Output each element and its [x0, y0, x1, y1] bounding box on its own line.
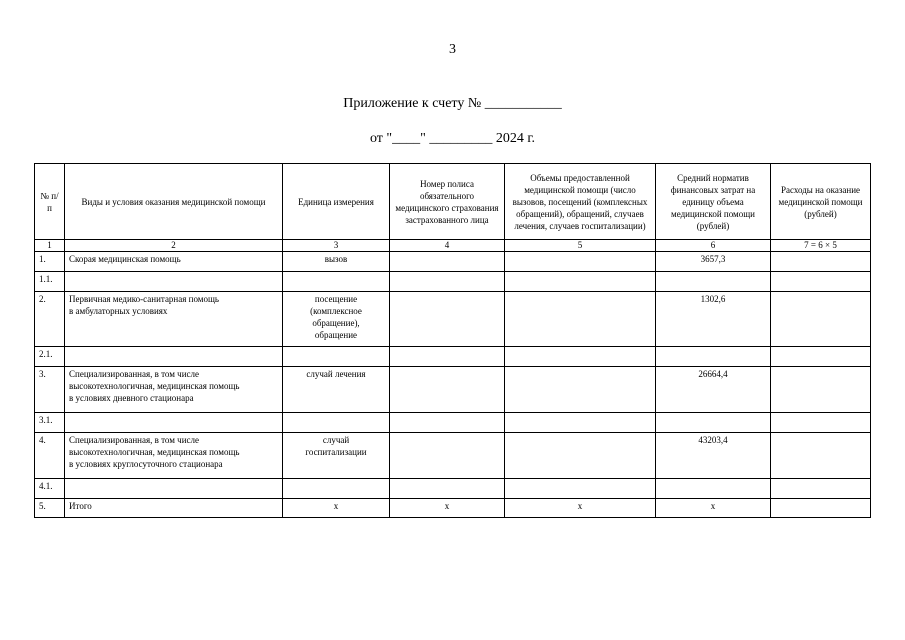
cell-volume — [505, 433, 656, 479]
cell-volume — [505, 479, 656, 499]
cell-policy — [390, 367, 505, 413]
cell-kind: Специализированная, в том числе высокотехнологичная, медицинская помощь в условиях дневного стационара — [65, 367, 283, 413]
table-row — [35, 413, 871, 433]
cell-cost — [771, 367, 871, 413]
table-body — [35, 252, 871, 518]
table-row — [35, 272, 871, 292]
cell-policy — [390, 413, 505, 433]
cell-policy — [390, 479, 505, 499]
cell-policy — [390, 252, 505, 272]
cell-norm: 1302,6 — [656, 292, 771, 347]
cell-volume: х — [505, 499, 656, 518]
table-header-row — [35, 164, 871, 240]
cell-volume — [505, 272, 656, 292]
cell-number: 1.1. — [35, 272, 65, 292]
column-number: 4 — [390, 240, 505, 252]
cell-unit: случай лечения — [283, 367, 390, 413]
cell-norm — [656, 272, 771, 292]
cell-cost — [771, 479, 871, 499]
column-number: 5 — [505, 240, 656, 252]
cell-number: 4. — [35, 433, 65, 479]
page-number: 3 — [449, 42, 456, 57]
cell-cost — [771, 413, 871, 433]
cell-norm: 3657,3 — [656, 252, 771, 272]
cell-policy: х — [390, 499, 505, 518]
cell-policy — [390, 347, 505, 367]
cell-cost — [771, 433, 871, 479]
cell-kind — [65, 413, 283, 433]
cell-unit: случай госпитализации — [283, 433, 390, 479]
cell-kind: Скорая медицинская помощь — [65, 252, 283, 272]
cell-volume — [505, 367, 656, 413]
cell-unit — [283, 413, 390, 433]
header-cell-kind: Виды и условия оказания медицинской помощи — [65, 164, 283, 240]
header-cell-unit: Единица измерения — [283, 164, 390, 240]
cell-cost — [771, 292, 871, 347]
header-cell-cost: Расходы на оказание медицинской помощи (рублей) — [771, 164, 871, 240]
cell-kind: Специализированная, в том числе высокотехнологичная, медицинская помощь в условиях круглосуточного стационара — [65, 433, 283, 479]
cell-kind: Первичная медико-санитарная помощь в амбулаторных условиях — [65, 292, 283, 347]
table-row — [35, 347, 871, 367]
cell-number: 2.1. — [35, 347, 65, 367]
table-row — [35, 252, 871, 272]
cell-number: 2. — [35, 292, 65, 347]
cell-number: 4.1. — [35, 479, 65, 499]
cell-norm: 26664,4 — [656, 367, 771, 413]
column-number: 7 = 6 × 5 — [771, 240, 871, 252]
cell-kind — [65, 272, 283, 292]
cell-number: 1. — [35, 252, 65, 272]
column-number: 3 — [283, 240, 390, 252]
cell-policy — [390, 272, 505, 292]
header-cell-number: № п/п — [35, 164, 65, 240]
cell-unit: посещение (комплексное обращение), обращение — [283, 292, 390, 347]
column-number: 6 — [656, 240, 771, 252]
cell-kind — [65, 347, 283, 367]
cell-number: 3. — [35, 367, 65, 413]
cell-volume — [505, 413, 656, 433]
cell-norm — [656, 479, 771, 499]
table-row — [35, 367, 871, 413]
cell-policy — [390, 292, 505, 347]
cell-unit: вызов — [283, 252, 390, 272]
document-date-line: от "____" _________ 2024 г. — [369, 131, 536, 146]
column-number: 1 — [35, 240, 65, 252]
document-title: Приложение к счету № ___________ — [343, 96, 562, 111]
cell-kind — [65, 479, 283, 499]
cell-number: 3.1. — [35, 413, 65, 433]
table-row — [35, 499, 871, 518]
cell-volume — [505, 292, 656, 347]
cell-unit — [283, 479, 390, 499]
cell-volume — [505, 347, 656, 367]
header-cell-norm: Средний норматив финансовых затрат на единицу объема медицинской помощи (рублей) — [656, 164, 771, 240]
table-row — [35, 479, 871, 499]
cell-cost — [771, 347, 871, 367]
cell-norm: 43203,4 — [656, 433, 771, 479]
cell-norm — [656, 347, 771, 367]
cell-cost — [771, 252, 871, 272]
header-cell-volume: Объемы предоставленной медицинской помощи (число вызовов, посещений (комплексных обращений), обращений, случаев лечения, случаев госпитализации) — [505, 164, 656, 240]
cell-unit — [283, 347, 390, 367]
column-number-row — [35, 240, 871, 252]
cell-unit: х — [283, 499, 390, 518]
table-row — [35, 433, 871, 479]
invoice-appendix-table — [34, 163, 871, 518]
cell-kind: Итого — [65, 499, 283, 518]
header-cell-policy: Номер полиса обязательного медицинского страхования застрахованного лица — [390, 164, 505, 240]
cell-unit — [283, 272, 390, 292]
cell-cost — [771, 499, 871, 518]
column-number: 2 — [65, 240, 283, 252]
table-row — [35, 292, 871, 347]
cell-number: 5. — [35, 499, 65, 518]
cell-norm — [656, 413, 771, 433]
cell-policy — [390, 433, 505, 479]
cell-cost — [771, 272, 871, 292]
cell-volume — [505, 252, 656, 272]
cell-norm: х — [656, 499, 771, 518]
